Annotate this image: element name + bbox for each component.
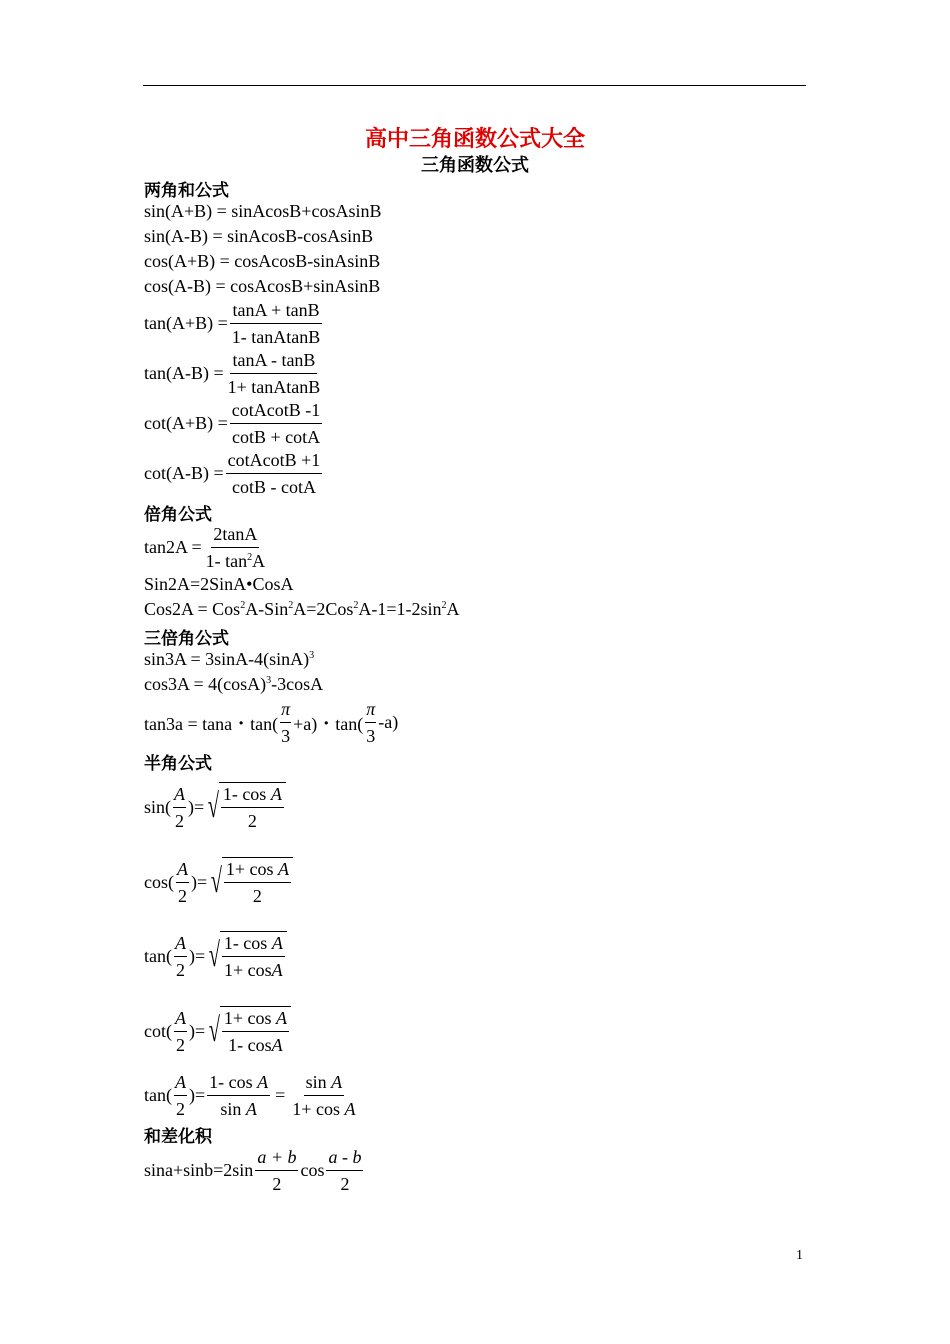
formula-cot-a-minus-b: cot(A-B) = $\frac{\text{cotAcotB +1}}{\cot B - \cot A}$ bbox=[144, 450, 321, 497]
fraction: $\frac{\text{1- cos A}}{1+ \cos A}$ bbox=[223, 933, 283, 980]
square-root: √ $\frac{\text{1- cos A}}{2}$ bbox=[204, 782, 286, 832]
fraction: $\frac{\text{sin A}}{\text{1+ cos A}}$ bbox=[292, 1072, 356, 1119]
formula-tan-3a: tan3a = tana・tan( $\frac{\pi}{3}$ +a)・tan( $\frac{\pi}{3}$ -a) bbox=[144, 699, 399, 746]
fraction: $\frac{A}{2}$ bbox=[174, 932, 186, 980]
fraction: $\frac{\text{1+ cos A}}{1- \cos A}$ bbox=[223, 1008, 287, 1055]
formula-cos-a-plus-b: cos(A+B) = cosAcosB-sinAsinB bbox=[144, 251, 381, 271]
page-number: 1 bbox=[796, 1248, 803, 1263]
page-title: 高中三角函数公式大全 bbox=[364, 127, 585, 152]
section-heading-half: 半角公式 bbox=[144, 754, 212, 774]
formula-cot-half: cot( $\frac{A}{2}$ )= √ $\frac{\text{1+ cos A}}{1- \cos A}$ bbox=[144, 1006, 291, 1056]
formula-tan-2a: tan2A = $\frac{2\tan A}{1- \tan^2A}$ bbox=[144, 524, 266, 571]
formula-cos-a-minus-b: cos(A-B) = cosAcosB+sinAsinB bbox=[144, 276, 381, 296]
formula-sin-a-plus-b: sin(A+B) = sinAcosB+cosAsinB bbox=[144, 201, 382, 221]
formula-cos-3a: $\cos 3A = 4(\cos A)^3-3\cos A$ bbox=[144, 674, 324, 694]
fraction: $\frac{A}{2}$ bbox=[174, 1072, 186, 1119]
fraction: $\frac{a - b}{2}$ bbox=[328, 1147, 362, 1194]
formula-cos-half: cos( $\frac{A}{2}$ )= √ $\frac{\text{1+ cos A}}{2}$ bbox=[144, 857, 293, 907]
fraction: $\frac{\text{1- cos A}}{\text{sin A}}$ bbox=[209, 1072, 269, 1119]
square-root: √ $\frac{\text{1+ cos A}}{1- \cos A}$ bbox=[205, 1006, 291, 1056]
section-heading-double: 倍角公式 bbox=[144, 505, 212, 525]
section-heading-sumdiff: 和差化积 bbox=[144, 1127, 212, 1147]
fraction: $\frac{A}{2}$ bbox=[174, 783, 185, 831]
formula-sin-3a: $\sin 3A = 3\sin A-4(\sin A)^3$ bbox=[144, 649, 315, 669]
formula-sin-half: sin( $\frac{A}{2}$ )= √ $\frac{\text{1- cos A}}{2}$ bbox=[144, 782, 286, 832]
formula-tan-a-plus-b: tan(A+B) = $\frac{\tan A + \tan B}{\text{1- tanAtanB}}$ bbox=[144, 300, 321, 347]
fraction: $\frac{\text{1- cos A}}{2}$ bbox=[222, 784, 282, 831]
formula-sin-a-minus-b: sin(A-B) = sinAcosB-cosAsinB bbox=[144, 226, 374, 246]
square-root: √ $\frac{\text{1+ cos A}}{2}$ bbox=[207, 857, 293, 907]
fraction: $\frac{\tan A + \tan B}{\text{1- tanAtanB}}$ bbox=[231, 300, 321, 347]
formula-sina-plus-sinb: sina+sinb=2sin $\frac{a + b}{2}$ cos $\frac{a - b}{2}$ bbox=[144, 1147, 362, 1194]
fraction: $\frac{A}{2}$ bbox=[174, 1007, 186, 1055]
formula-tan-half-sqrt: tan( $\frac{A}{2}$ )= √ $\frac{\text{1- cos A}}{1+ \cos A}$ bbox=[144, 931, 287, 981]
formula-cos-2a: $Cos2A = Cos^2A-Sin^2A=2Cos^2A-1=1-2\sin^2A$ bbox=[144, 599, 460, 619]
fraction: $\frac{\text{cotAcotB +1}}{\cot B - \cot A}$ bbox=[227, 450, 321, 497]
formula-tan-a-minus-b: tan(A-B) = $\frac{\tan A - \tan B}{\text{1+ tanAtanB}}$ bbox=[144, 350, 321, 397]
fraction: $\frac{a + b}{2}$ bbox=[257, 1147, 297, 1194]
fraction: $\frac{A}{2}$ bbox=[177, 858, 188, 906]
section-heading-sum: 两角和公式 bbox=[144, 181, 229, 201]
header-rule bbox=[143, 85, 806, 86]
fraction: $\frac{\tan A - \tan B}{\text{1+ tanAtanB}}$ bbox=[227, 350, 321, 397]
fraction: $\frac{\text{cotAcotB -1}}{\cot B + \cot A}$ bbox=[231, 400, 321, 447]
section-heading-triple: 三倍角公式 bbox=[144, 629, 229, 649]
fraction: $\frac{\text{1+ cos A}}{2}$ bbox=[225, 859, 289, 906]
formula-cot-a-plus-b: cot(A+B) = $\frac{\text{cotAcotB -1}}{\cot B + \cot A}$ bbox=[144, 400, 321, 447]
formula-sin-2a: Sin2A=2SinA•CosA bbox=[144, 574, 294, 594]
square-root: √ $\frac{\text{1- cos A}}{1+ \cos A}$ bbox=[205, 931, 287, 981]
page-subtitle: 三角函数公式 bbox=[421, 155, 529, 176]
formula-tan-half-ratio: tan( $\frac{A}{2}$ )= $\frac{\text{1- cos A}}{\text{sin A}}$ = $\frac{\text{sin A}}{\text{1+ cos A}}$ bbox=[144, 1072, 356, 1119]
fraction: $\frac{2\tan A}{1- \tan^2A}$ bbox=[205, 524, 266, 571]
fraction: $\frac{\pi}{3}$ bbox=[281, 699, 291, 746]
fraction: $\frac{\pi}{3}$ bbox=[366, 699, 376, 746]
